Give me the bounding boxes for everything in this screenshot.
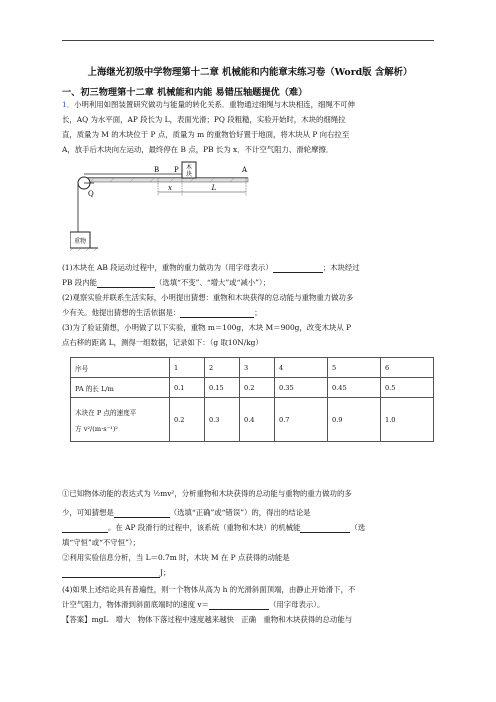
question-intro-line-2: 长，AQ 为水平面，AP 段长为 L，表面光滑；PQ 段粗糙，实验开始时，木块的细绳拉: [62, 115, 346, 124]
part1-line-2: PB 段内能 （选填“不变”、“增大”或“减小”）；: [62, 278, 270, 287]
diagram-label-q: Q: [88, 190, 94, 198]
experiment-diagram: [70, 156, 260, 256]
part2-line-2: 少有关。他提出猜想的生活依据是： ；: [62, 308, 262, 317]
part2-line-1: (2)观察实验并联系生活实际，小明提出猜想：重物和木块获得的总动能与重物重力做功多: [62, 293, 354, 302]
sub1-line-3: 。在 AP 段滑行的过程中，该系统（重物和木块）的机械能 （选: [62, 522, 365, 533]
sub1-line-4: 填“守恒”或“不守恒”）；: [62, 538, 140, 547]
velocity-label-cell: 木块在 P 点的速度平 方 v²/(m·s⁻¹)²: [71, 398, 170, 442]
table-header-row: 序号 1 2 3 4 5 6: [71, 358, 434, 378]
diagram-weight-label: 重物: [73, 238, 87, 245]
diagram-label-a: A: [242, 166, 248, 174]
answer-blank[interactable]: [62, 524, 108, 533]
answer-blank[interactable]: [180, 309, 254, 318]
diagram-label-b: B: [154, 166, 160, 174]
part3-line-1: (3)为了验证猜想，小明做了以下实验，重物 m＝100g，木块 M＝900g，改变木块从 P: [62, 323, 352, 332]
header-rule: [62, 40, 434, 41]
answer-text: mgL 增大 物体下落过程中速度越来越快 正确 重物和木块获得的总动能与: [91, 615, 353, 624]
answer-blank[interactable]: [209, 601, 269, 610]
answer-line: [62, 614, 352, 625]
sub2-line-1: ②利用实验信息分析，当 L＝0.7m 时，木块 M 在 P 点获得的动能是: [62, 553, 290, 562]
sub1-line-1: ①已知物体动能的表达式为 ½mv²，分析重物和木块获得的总动能与重物的重力做功的多: [62, 489, 352, 498]
table-row: PA 的长 L/m 0.1 0.15 0.2 0.35 0.45 0.5: [71, 378, 434, 398]
diagram-label-x: x: [168, 184, 172, 192]
diagram-block-label-2: 块: [185, 171, 193, 178]
diagram-label-p: P: [174, 166, 179, 174]
answer-blank[interactable]: [62, 569, 160, 578]
diagram-label-l: L: [211, 184, 217, 192]
table-row: 木块在 P 点的速度平 方 v²/(m·s⁻¹)² 0.2 0.3 0.4 0.7 0.9 1.0: [71, 398, 434, 442]
sub1-line-2: 少，可知猜想是 （选填“正确”或“错误”）的，得出的结论是: [62, 508, 311, 517]
sub2-line-2: J；: [62, 567, 170, 578]
answer-blank[interactable]: [273, 264, 323, 273]
answer-blank[interactable]: [300, 524, 350, 533]
diagram-block-label-1: 木: [185, 164, 193, 171]
data-table: [70, 357, 434, 442]
question-intro-line-4: A，放手后木块向左运动，最终停在 B 点，PB 长为 x．不计空气阻力、滑轮摩擦．: [62, 145, 334, 154]
part4-line-1: (4)如果上述结论具有普遍性，则一个物体从高为 h 的光滑斜面顶端，由静止开始滑下，不: [62, 585, 356, 594]
question-intro-line-3: 直，质量为 M 的木块位于 P 点，质量为 m 的重物恰好置于地面，将木块从 P 向右拉至: [62, 130, 350, 139]
answer-blank[interactable]: [97, 279, 155, 288]
part4-line-2: 计空气阻力，物体滑到斜面底端时的速度 v＝ （用字母表示）。: [62, 600, 325, 609]
part3-line-2: 点右移的距离 L，测得一组数据，记录如下：（g 取10N/kg）: [62, 338, 263, 347]
part1-line-1: (1)木块在 AB 段运动过程中，重物的重力做功为（用字母表示） ；木块经过: [62, 263, 360, 272]
question-number: 1．: [62, 100, 75, 109]
answer-label: 【答案】: [62, 615, 92, 624]
question-intro-line-1: 1．小明利用如图装置研究做功与能量的转化关系．重物通过细绳与木块相连，细绳不可伸: [62, 100, 355, 109]
section-heading: 一、初三物理第十二章 机械能和内能 易错压轴题提优（难）: [62, 87, 308, 98]
answer-blank[interactable]: [114, 509, 170, 518]
document-title: 上海继光初级中学物理第十二章 机械能和内能章末练习卷（Word版 含解析）: [87, 67, 413, 78]
